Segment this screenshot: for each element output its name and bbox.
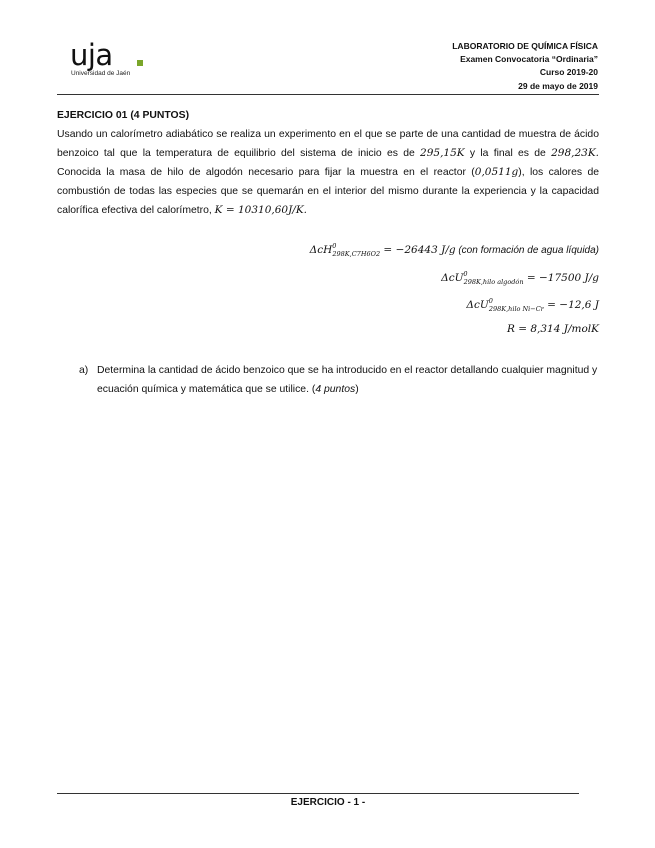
exercise-title: EJERCICIO 01 (4 PUNTOS): [57, 110, 190, 121]
document-header: [452, 40, 598, 93]
equation-gas-constant: R = 8,314 J/molK: [506, 322, 599, 335]
calorimeter-constant: K = 10310,60J/K.: [214, 204, 308, 216]
statement-part-4: ), los calores de combustión de todas las especies que se quemarán en el interior del mismo durante la experiencia y la capacidad calorífica efectiva del calorímetro,: [57, 167, 600, 216]
question-close: ): [355, 384, 359, 395]
question-points: 4 puntos: [315, 384, 356, 395]
logo-wordmark: uja: [70, 38, 113, 72]
statement-part-2: y la final es de: [464, 148, 552, 159]
header-course: Curso 2019-20: [539, 67, 598, 78]
equation-benzoic-acid: ΔcH$^0_{298K,C7H6O2}$ = −26443 J/g (con formación de agua líquida): [309, 242, 599, 258]
header-exam: Examen Convocatoria “Ordinaria”: [460, 54, 598, 65]
initial-temperature: 295,15K: [420, 147, 465, 159]
header-date: 29 de mayo de 2019: [518, 80, 598, 91]
question-a: [57, 361, 599, 399]
header-lab: LABORATORIO DE QUÍMICA FÍSICA: [452, 41, 598, 51]
statement-part-3: Conocida la masa de hilo de algodón necesario para fijar la muestra en el reactor (: [57, 167, 475, 178]
equation-note: (con formación de agua líquida): [455, 245, 599, 256]
equation-cotton-thread: ΔcU$^0_{298K,hilo algodón}$ = −17500 J/g: [441, 269, 599, 286]
header-divider: [57, 94, 599, 95]
logo-subtitle: Universidad de Jaén: [71, 70, 131, 77]
logo-accent-dot: [137, 60, 143, 66]
footer-divider: [57, 793, 579, 794]
final-temperature: 298,23K.: [551, 147, 600, 159]
cotton-mass: 0,0511g: [474, 166, 519, 178]
exercise-statement: [57, 125, 599, 220]
page-footer: EJERCICIO - 1 -: [290, 797, 366, 808]
equation-nicr-wire: ΔcU$^0_{298K,hilo Ni-Cr}$ = −12,6 J: [466, 297, 599, 313]
data-equations: [57, 237, 599, 339]
exercise-body: [57, 106, 599, 399]
statement-part-1: Usando un calorímetro adiabático se realiza un experimento en el que se parte de una cantidad de muestra de ácido benzoico tal que la temperatura de equilibrio del sistema de inicio es de: [57, 129, 599, 159]
question-label: a): [79, 365, 89, 376]
question-text: Determina la cantidad de ácido benzoico que se ha introducido en el reactor detallando cualquier magnitud y ecuación química y matemática que se utilice. (: [97, 365, 598, 395]
university-logo: [70, 40, 150, 80]
